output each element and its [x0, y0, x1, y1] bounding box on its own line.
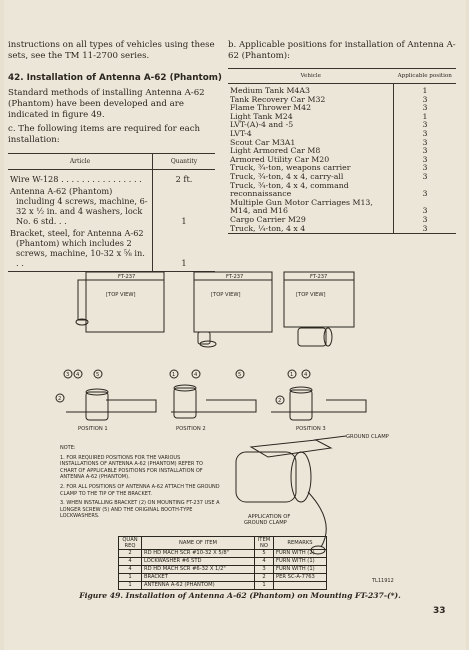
section-heading: 42. Installation of Antenna A-62 (Phantom): [8, 73, 222, 83]
articles-table: [8, 153, 215, 272]
parts-quan-cell: 2: [119, 550, 142, 558]
paragraph-a: Standard methods of installing Antenna A-62 (Phantom) have been developed and are indicated in figure 49.: [8, 88, 205, 120]
parts-header-quan: QUAN REQ: [119, 537, 142, 550]
parts-header-name: NAME OF ITEM: [142, 537, 255, 550]
table-row: [119, 566, 327, 574]
top-view-frame-1: [86, 272, 164, 332]
table-row: [8, 185, 215, 227]
position-2-mount: [171, 400, 256, 412]
position-cell: 3: [394, 121, 457, 130]
vehicle-cell: Truck, ¾-ton, 4 x 4, carry-all: [230, 171, 344, 181]
parts-quan-cell: 1: [119, 582, 142, 590]
position-2-antenna: [174, 388, 196, 418]
vehicle-cell: Truck, ¾-ton, weapons carrier: [230, 163, 351, 173]
table-row: [228, 121, 456, 130]
callout-number: 2: [58, 396, 62, 402]
position-cell: 3: [394, 96, 457, 105]
callout-number: 5: [238, 372, 242, 378]
top-view-label-3: [TOP VIEW]: [296, 292, 326, 298]
parts-header-item: ITEM NO: [255, 537, 274, 550]
table-row: [228, 182, 456, 199]
vehicle-cell: Light Tank M24: [230, 111, 293, 121]
ft-label-2: FT-237: [226, 274, 244, 280]
position-cell: 1: [394, 84, 457, 96]
top-view-frame-2: [194, 272, 272, 332]
position-3-mount: [271, 400, 366, 412]
ft-label-1: FT-237: [118, 274, 136, 280]
top-view-label-1: [TOP VIEW]: [106, 292, 136, 298]
antenna-body-3: [298, 328, 326, 346]
header-article: Article: [8, 154, 153, 170]
parts-item-cell: 3: [255, 566, 274, 574]
table-row: [119, 582, 327, 590]
quantity-cell: [153, 185, 216, 227]
vehicle-cell: Medium Tank M4A3: [230, 86, 310, 95]
position-cell: 3: [394, 225, 457, 234]
header-quantity: Quantity: [153, 154, 216, 170]
parts-name-cell: RD HD MACH SCR #10-32 X 5/8": [142, 550, 255, 558]
table-row: [228, 199, 456, 216]
figure-notes: [60, 445, 220, 523]
quantity-cell: 2 ft.: [153, 170, 216, 186]
figure-caption: Figure 49. Installation of Antenna A-62 (Phantom) on Mounting FT-237-(*).: [79, 591, 401, 600]
vehicle-cell: Scout Car M3A1: [230, 137, 296, 147]
position-cell: 3: [394, 130, 457, 139]
installation-figure: [46, 262, 446, 582]
quantity-value: 1: [181, 216, 187, 226]
parts-header-remarks: REMARKS: [274, 537, 327, 550]
note-1: 1. FOR REQUIRED POSITIONS FOR THE VARIOUS INSTALLATIONS OF ANTENNA A-62 (PHANTOM) REFER TO CHART OF APPLICABLE POSITIONS FOR INSTALLATION OF ANTENNA A-62 (PHANTOM).: [60, 454, 203, 481]
header-vehicle: Vehicle: [228, 69, 394, 84]
clamp-bracket: [251, 440, 331, 457]
parts-quan-cell: 4: [119, 558, 142, 566]
parts-remarks-cell: PER SC-A-7763: [274, 574, 327, 582]
position-cell: 3: [394, 156, 457, 165]
position-3-antenna: [290, 390, 312, 420]
ft-label-3: FT-237: [310, 274, 328, 280]
parts-item-cell: 2: [255, 574, 274, 582]
article-cell: Bracket, steel, for Antenna A-62 (Phantom) which includes 2 screws, machine, 10-32 x ⅝ in. . .: [8, 227, 153, 272]
antenna-cap-3: [324, 328, 332, 346]
callout-number: 1: [290, 372, 294, 378]
vehicle-cell: Tank Recovery Car M32: [230, 94, 326, 104]
page-number: 33: [433, 606, 446, 616]
callout-number: 4: [304, 372, 308, 378]
vehicle-cell: Truck, ¼-ton, 4 x 4: [228, 225, 394, 234]
position-cell: 3: [394, 164, 457, 173]
position-cell: 3: [394, 173, 457, 182]
paragraph-c: c. The following items are required for each installation:: [8, 124, 201, 145]
position-2-label: POSITION 2: [176, 426, 206, 432]
clamp-antenna-face: [291, 452, 311, 502]
tl-number: TL11912: [372, 578, 394, 584]
header-position: Applicable position: [394, 69, 457, 84]
parts-table: [118, 536, 327, 590]
article-cell: Wire W-128 . . . . . . . . . . . . . . . .: [10, 174, 142, 184]
parts-remarks-cell: FURN WITH (1): [274, 566, 327, 574]
vehicles-table: [228, 68, 456, 234]
position-cell: 1: [394, 113, 457, 122]
application-label-2: GROUND CLAMP: [244, 520, 287, 526]
vehicle-cell: Armored Utility Car M20: [230, 154, 330, 164]
intro-text: instructions on all types of vehicles using these sets, see the TM 11-2700 series.: [8, 40, 215, 61]
vehicle-cell: Light Armored Car M8: [230, 146, 321, 156]
table-row: [119, 558, 327, 566]
table-row: [228, 225, 456, 234]
callout-number: 4: [194, 372, 198, 378]
table-row: [228, 84, 456, 96]
parts-quan-cell: 4: [119, 566, 142, 574]
ground-clamp-label: GROUND CLAMP: [346, 434, 389, 440]
application-label: APPLICATION OF: [248, 514, 291, 520]
position-1-antenna: [86, 392, 108, 420]
parts-name-cell: BRACKET: [142, 574, 255, 582]
parts-name-cell: ANTENNA A-62 (PHANTOM): [142, 582, 255, 590]
parts-item-cell: 1: [255, 582, 274, 590]
leader-line: [314, 436, 346, 440]
vehicle-cell: Flame Thrower M42: [230, 103, 312, 113]
position-3-label: POSITION 3: [296, 426, 326, 432]
position-1-mount: [66, 400, 156, 412]
position-cell: 3: [394, 216, 457, 225]
parts-name-cell: LOCKWASHER #6 STD: [142, 558, 255, 566]
table-row: [119, 574, 327, 582]
callout-number: 1: [172, 372, 176, 378]
vehicle-cell: LVT-(A)-4 and -5: [230, 120, 294, 130]
parts-name-cell: RD HD MACH SCR #6-32 X 1/2": [142, 566, 255, 574]
callout-number: 2: [278, 398, 282, 404]
position-cell: 3: [394, 104, 457, 113]
antenna-side-1: [78, 280, 86, 320]
position-1-label: POSITION 1: [78, 426, 108, 432]
vehicle-cell: LVT-4: [230, 128, 252, 138]
clamp-antenna-body: [236, 452, 296, 502]
position-cell: 3: [394, 199, 457, 216]
position-cell: 3: [394, 182, 457, 199]
notes-title: NOTE:: [60, 445, 76, 451]
table-row: [119, 550, 327, 558]
top-view-label-2: [TOP VIEW]: [211, 292, 241, 298]
vehicle-cell: Truck, ¾-ton, 4 x 4, command reconnaissance: [230, 180, 349, 199]
parts-remarks-cell: [274, 582, 327, 590]
parts-remarks-cell: FURN WITH (1): [274, 558, 327, 566]
callout-number: 5: [96, 372, 100, 378]
note-3: 3. WHEN INSTALLING BRACKET (2) ON MOUNTING FT-237 USE A LONGER SCREW (5) AND THE ORIGINAL BOOTH-TYPE LOCKWASHERS.: [60, 500, 220, 520]
parts-remarks-cell: FURN WITH (2): [274, 550, 327, 558]
vehicle-cell: Multiple Gun Motor Carriages M13, M14, and M16: [230, 197, 373, 216]
vehicle-cell: Cargo Carrier M29: [230, 214, 306, 224]
parts-quan-cell: 1: [119, 574, 142, 582]
parts-item-cell: 5: [255, 550, 274, 558]
position-cell: 3: [394, 147, 457, 156]
antenna-base-2: [198, 332, 210, 344]
parts-item-cell: 4: [255, 558, 274, 566]
callout-number: 3: [66, 372, 70, 378]
paragraph-b: b. Applicable positions for installation of Antenna A-62 (Phantom):: [228, 40, 456, 61]
note-2: 2. FOR ALL POSITIONS OF ANTENNA A-62 ATTACH THE GROUND CLAMP TO THE TIP OF THE BRACKET.: [60, 483, 220, 497]
callout-number: 4: [76, 372, 80, 378]
position-cell: 3: [394, 139, 457, 148]
quantity-value: 1: [181, 258, 187, 268]
article-cell: Antenna A-62 (Phantom) including 4 screws, machine, 6-32 x ½ in. and 4 washers, lock No. 6 std. . .: [10, 186, 148, 226]
table-row: [8, 170, 215, 186]
